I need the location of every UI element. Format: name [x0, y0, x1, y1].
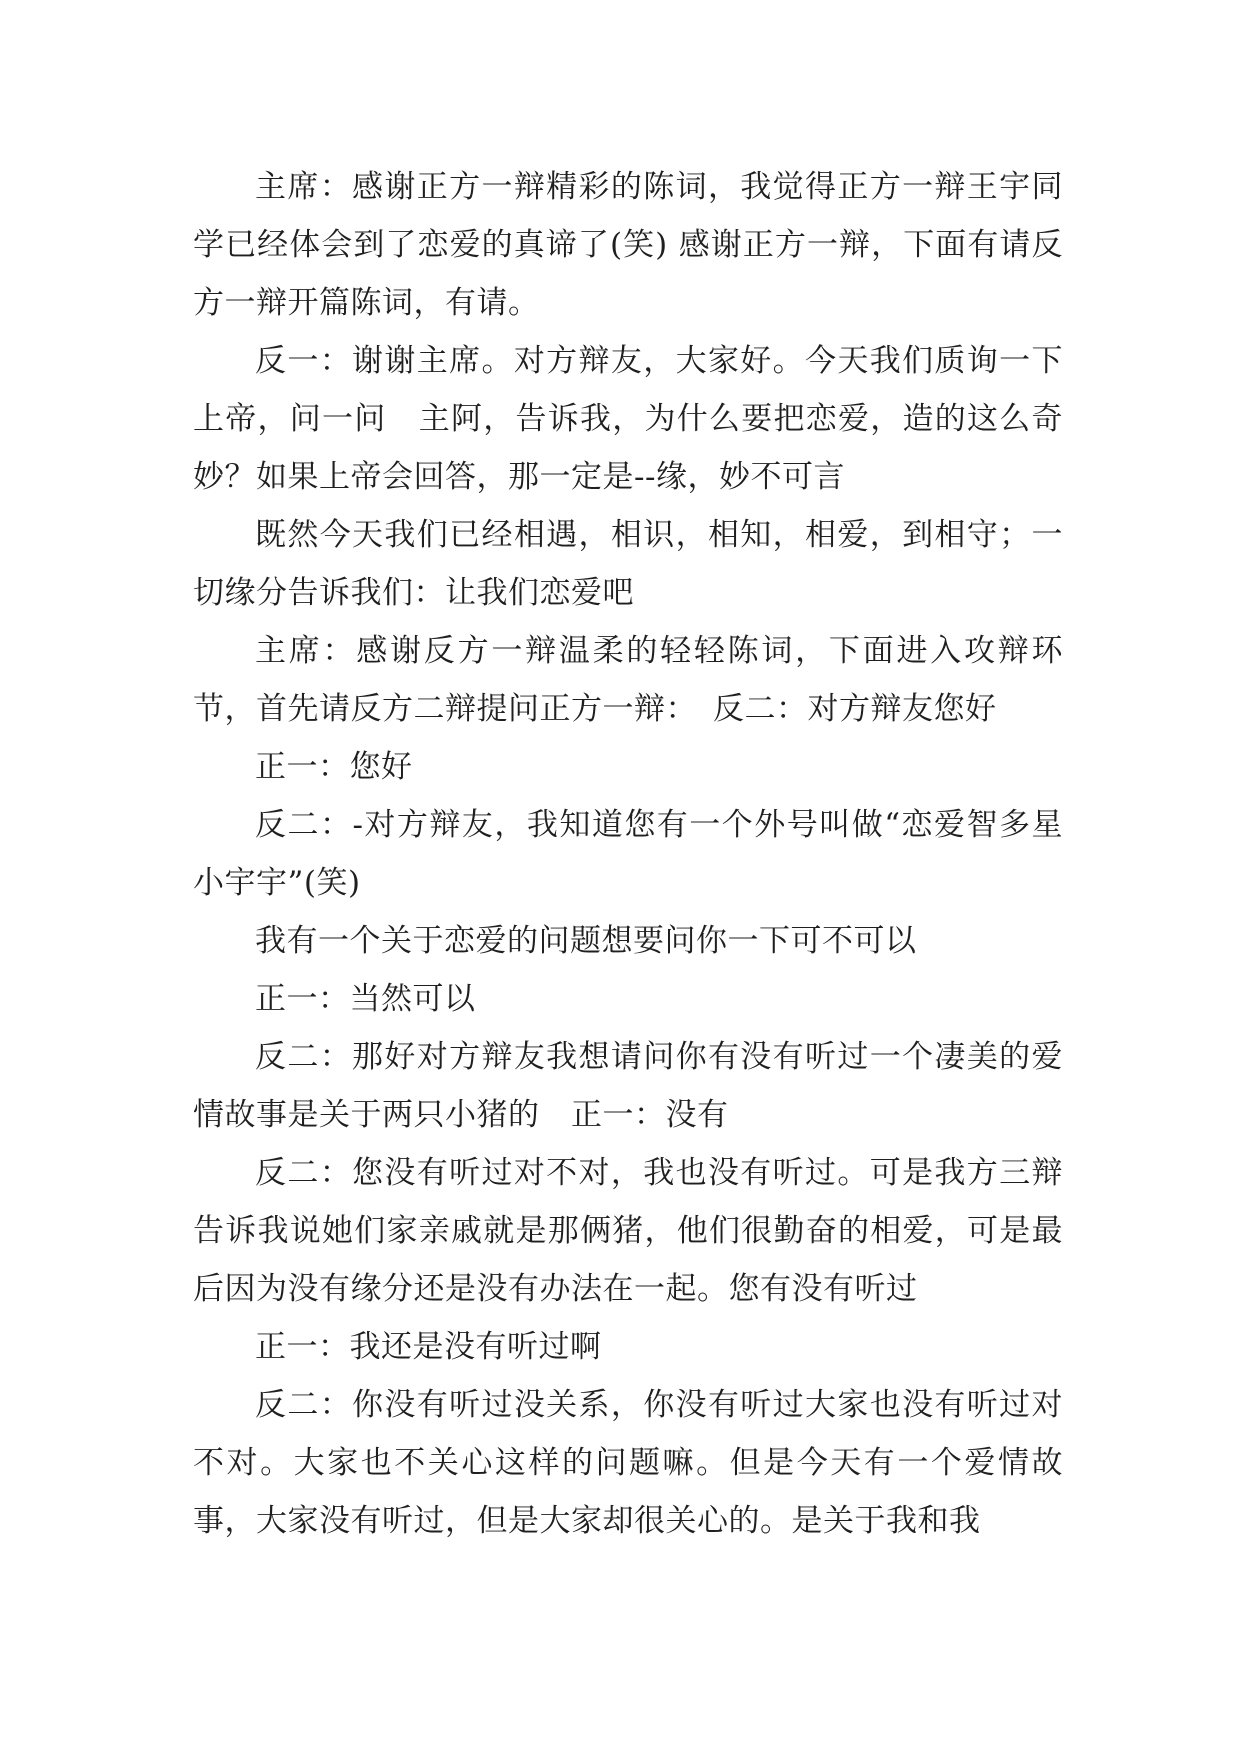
paragraph: 反二：那好对方辩友我想请问你有没有听过一个凄美的爱情故事是关于两只小猪的 正一：没有 [193, 1039, 1063, 1133]
paragraph: 正一：当然可以 [255, 981, 476, 1017]
paragraph: 反二：您没有听过对不对，我也没有听过。可是我方三辩告诉我说她们家亲戚就是那俩猪，他们很勤奋的相爱，可是最后因为没有缘分还是没有办法在一起。您有没有听过 [193, 1155, 1063, 1307]
debate-transcript [193, 158, 1063, 1550]
paragraph: 反一：谢谢主席。对方辩友，大家好。今天我们质询一下上帝，问一问 主阿，告诉我，为什么要把恋爱，造的这么奇妙？如果上帝会回答，那一定是--缘，妙不可言 [193, 343, 1063, 495]
paragraph: 反二：你没有听过没关系，你没有听过大家也没有听过对不对。大家也不关心这样的问题嘛。但是今天有一个爱情故事，大家没有听过，但是大家却很关心的。是关于我和我 [193, 1387, 1063, 1539]
paragraph: 我有一个关于恋爱的问题想要问你一下可不可以 [255, 923, 917, 959]
paragraph: 主席：感谢正方一辩精彩的陈词，我觉得正方一辩王宇同学已经体会到了恋爱的真谛了(笑) 感谢正方一辩，下面有请反方一辩开篇陈词，有请。 [193, 169, 1063, 321]
paragraph: 既然今天我们已经相遇，相识，相知，相爱，到相守；一切缘分告诉我们：让我们恋爱吧 [193, 517, 1063, 611]
paragraph: 正一：我还是没有听过啊 [255, 1329, 602, 1365]
paragraph: 主席：感谢反方一辩温柔的轻轻陈词，下面进入攻辩环节，首先请反方二辩提问正方一辩： 反二：对方辩友您好 [193, 633, 1063, 727]
paragraph: 正一：您好 [255, 749, 413, 785]
paragraph: 反二：-对方辩友，我知道您有一个外号叫做“恋爱智多星小宇宇”(笑) [193, 807, 1063, 901]
